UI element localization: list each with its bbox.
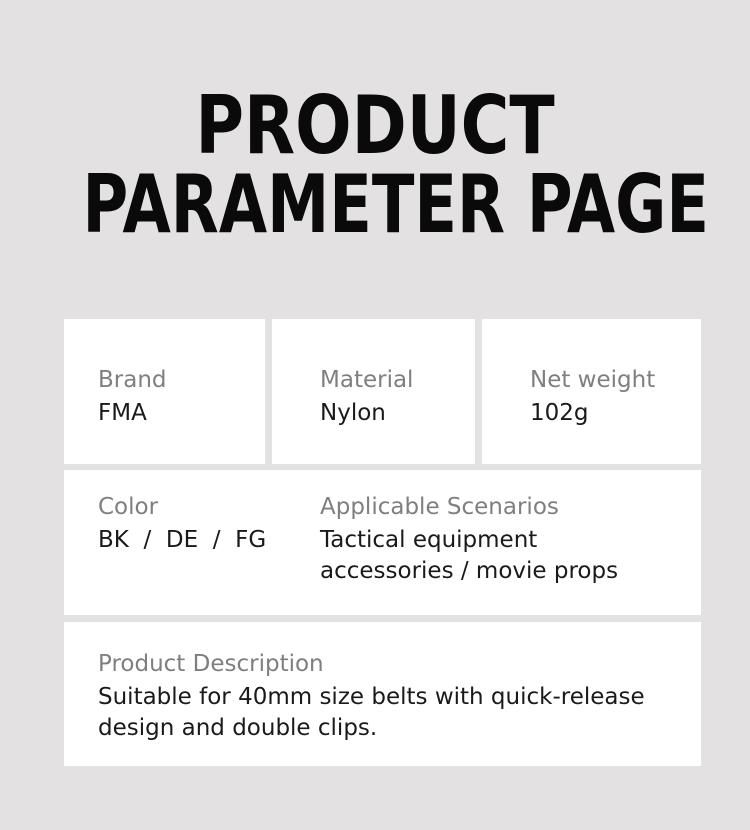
brand-label: Brand	[98, 367, 167, 393]
color-label: Color	[98, 494, 159, 520]
material-value: Nylon	[320, 400, 386, 426]
scenarios-value-line-2: accessories / movie props	[320, 558, 619, 584]
material-card	[272, 319, 475, 464]
page-title-line-2: PARAMETER PAGE	[82, 158, 709, 251]
description-value-line-1: Suitable for 40mm size belts with quick-release	[98, 684, 645, 710]
description-value-line-2: design and double clips.	[98, 715, 378, 741]
brand-card	[64, 319, 265, 464]
scenarios-value-line-1: Tactical equipment	[320, 527, 538, 553]
net-weight-card	[482, 319, 701, 464]
scenarios-label: Applicable Scenarios	[320, 494, 559, 520]
color-scenarios-card	[64, 470, 701, 615]
page-title-line-1: PRODUCT	[195, 79, 555, 172]
net-weight-label: Net weight	[530, 367, 656, 393]
material-label: Material	[320, 367, 414, 393]
net-weight-value: 102g	[530, 400, 589, 426]
description-card	[64, 622, 701, 766]
brand-value: FMA	[98, 400, 147, 426]
color-value: BK / DE / FG	[98, 527, 267, 553]
description-label: Product Description	[98, 651, 324, 677]
